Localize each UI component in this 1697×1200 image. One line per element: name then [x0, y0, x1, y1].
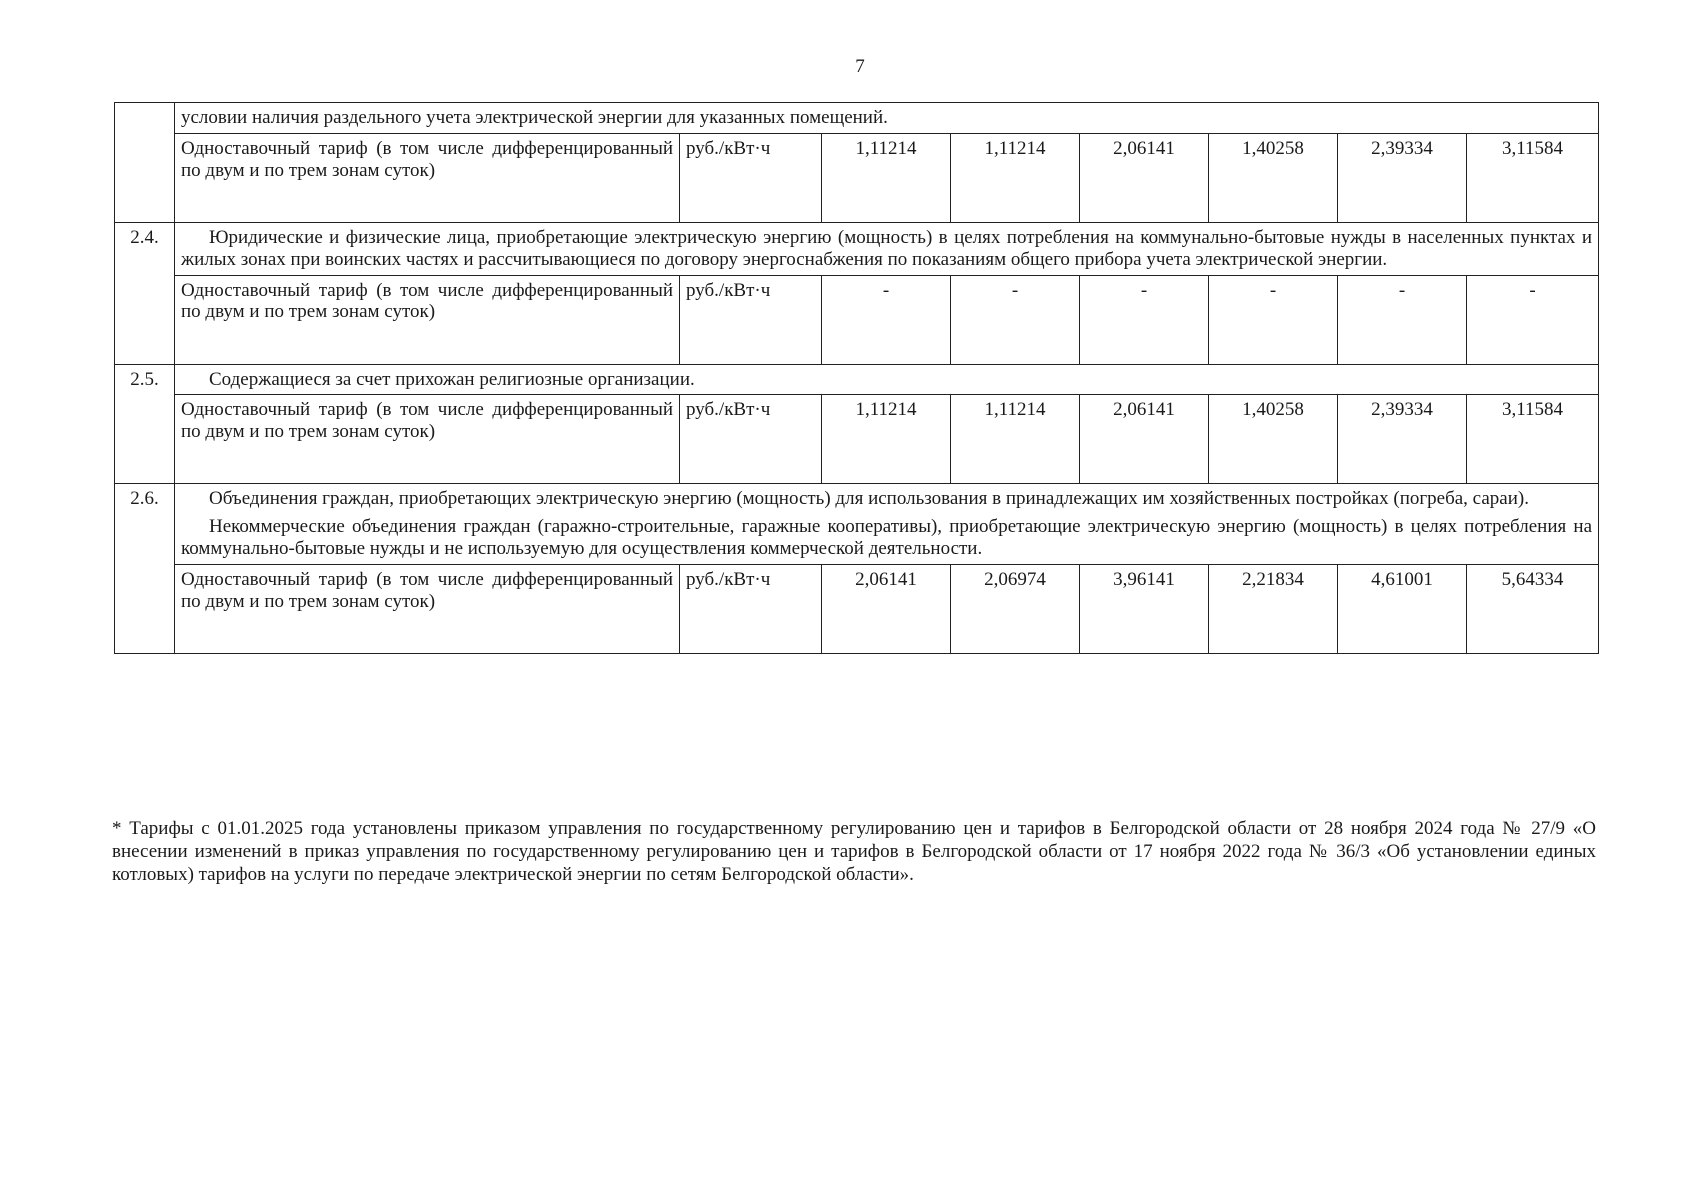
- value-cell: 2,06974: [951, 564, 1080, 653]
- value-cell: 3,11584: [1467, 133, 1599, 222]
- value-cell: 2,06141: [1080, 133, 1209, 222]
- description-paragraph: Некоммерческие объединения граждан (гаражно-строительные, гаражные кооперативы), приобретающие электрическую энергию (мощность) в целях потребления на коммунально-бытовые нужды и не используемую для осуществления коммерческой деятельности.: [181, 516, 1593, 560]
- unit-cell: руб./кВт·ч: [680, 275, 822, 364]
- description-paragraph: условии наличия раздельного учета электрической энергии для указанных помещений.: [181, 107, 888, 128]
- value-cell: -: [951, 275, 1080, 364]
- table-row-continuation-text: [115, 103, 1599, 134]
- row-number-cell: 2.5.: [115, 364, 175, 484]
- tariff-label: Одноставочный тариф (в том числе дифференцированный по двум и по трем зонам суток): [175, 133, 680, 222]
- tariff-table: [114, 102, 1599, 654]
- section-description: [175, 103, 1599, 134]
- value-cell: 1,11214: [951, 395, 1080, 484]
- value-cell: -: [822, 275, 951, 364]
- footnote: * Тарифы с 01.01.2025 года установлены приказом управления по государственному регулированию цен и тарифов в Белгородской области от 28 ноября 2024 года № 27/9 «О внесении изменений в приказ управления по государственному регулированию цен и тарифов в Белгородской области от 17 ноября 2022 года № 36/3 «Об установлении единых котловых) тарифов на услуги по передаче электрической энергии по сетям Белгородской области».: [112, 818, 1596, 885]
- table-row-values: [115, 395, 1599, 484]
- value-cell: 1,40258: [1209, 133, 1338, 222]
- description-paragraph: Объединения граждан, приобретающих электрическую энергию (мощность) для использования в принадлежащих им хозяйственных постройках (погреба, сараи).: [209, 488, 1529, 510]
- value-cell: 1,11214: [822, 133, 951, 222]
- section-description: [175, 484, 1599, 565]
- tariff-label: Одноставочный тариф (в том числе дифференцированный по двум и по трем зонам суток): [175, 564, 680, 653]
- unit-cell: руб./кВт·ч: [680, 395, 822, 484]
- row-number-cell: 2.4.: [115, 222, 175, 364]
- value-cell: -: [1209, 275, 1338, 364]
- value-cell: 2,21834: [1209, 564, 1338, 653]
- table-row-values: [115, 275, 1599, 364]
- table-row-values: [115, 564, 1599, 653]
- value-cell: 4,61001: [1338, 564, 1467, 653]
- unit-cell: руб./кВт·ч: [680, 564, 822, 653]
- row-number-cell: [115, 103, 175, 223]
- table-row-section-header: [115, 484, 1599, 565]
- value-cell: 3,96141: [1080, 564, 1209, 653]
- table-row-section-header: [115, 364, 1599, 395]
- tariff-label: Одноставочный тариф (в том числе дифференцированный по двум и по трем зонам суток): [175, 395, 680, 484]
- description-paragraph: Юридические и физические лица, приобретающие электрическую энергию (мощность) в целях потребления на коммунально-бытовые нужды в населенных пунктах и жилых зонах при воинских частях и рассчитывающиеся по договору энергоснабжения по показаниям общего прибора учета электрической энергии.: [181, 226, 1593, 270]
- value-cell: 3,11584: [1467, 395, 1599, 484]
- value-cell: -: [1338, 275, 1467, 364]
- value-cell: -: [1467, 275, 1599, 364]
- section-description: [175, 222, 1599, 275]
- table-row-values: [115, 133, 1599, 222]
- value-cell: -: [1080, 275, 1209, 364]
- value-cell: 1,11214: [951, 133, 1080, 222]
- value-cell: 2,06141: [822, 564, 951, 653]
- row-number-cell: 2.6.: [115, 484, 175, 654]
- page-number: 7: [855, 56, 865, 77]
- value-cell: 1,11214: [822, 395, 951, 484]
- value-cell: 2,39334: [1338, 133, 1467, 222]
- value-cell: 2,39334: [1338, 395, 1467, 484]
- value-cell: 2,06141: [1080, 395, 1209, 484]
- value-cell: 5,64334: [1467, 564, 1599, 653]
- tariff-label: Одноставочный тариф (в том числе дифференцированный по двум и по трем зонам суток): [175, 275, 680, 364]
- value-cell: 1,40258: [1209, 395, 1338, 484]
- table-row-section-header: [115, 222, 1599, 275]
- description-paragraph: Содержащиеся за счет прихожан религиозные организации.: [209, 368, 695, 390]
- unit-cell: руб./кВт·ч: [680, 133, 822, 222]
- section-description: [175, 364, 1599, 395]
